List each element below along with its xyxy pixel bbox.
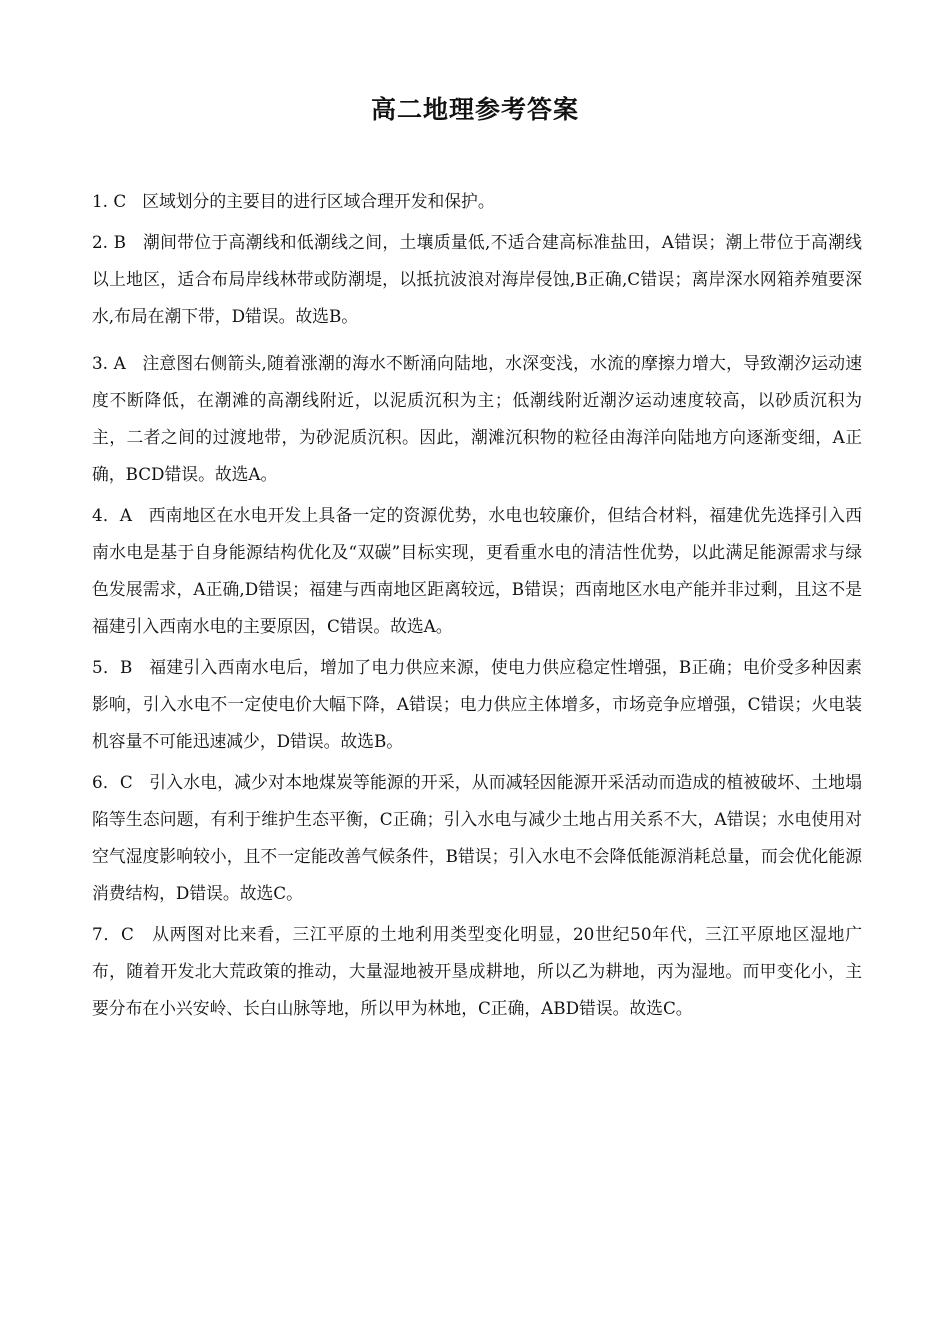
answer-item-5 — [92, 649, 862, 760]
answer-text: 福建引入西南水电后，增加了电力供应来源，使电力供应稳定性增强，B正确；电价受多种因素影响，引入水电不一定使电价大幅下降，A错误；电力供应主体增多，市场竞争应增强，C错误；火电装机容量不可能迅速减少，D错误。故选B。 — [92, 657, 862, 751]
answer-text: 注意图右侧箭头,随着涨潮的海水不断涌向陆地，水深变浅，水流的摩擦力增大，导致潮汐运动速度不断降低，在潮滩的高潮线附近，以泥质沉积为主；低潮线附近潮汐运动速度较高，以砂质沉积为主，二者之间的过渡地带，为砂泥质沉积。因此，潮滩沉积物的粒径由海洋向陆地方向逐渐变细，A正确，BCD错误。故选A。 — [92, 353, 862, 484]
answer-number: 2. B — [92, 232, 126, 252]
answer-number: 1. C — [92, 191, 127, 211]
answer-item-1 — [92, 183, 862, 220]
answer-item-4 — [92, 497, 862, 645]
answer-text: 从两图对比来看，三江平原的土地利用类型变化明显，20世纪50年代，三江平原地区湿地广布，随着开发北大荒政策的推动，大量湿地被开垦成耕地，所以乙为耕地，丙为湿地。而甲变化小，主要分布在小兴安岭、长白山脉等地，所以甲为林地，C正确，ABD错误。故选C。 — [92, 924, 862, 1018]
answer-item-3 — [92, 345, 862, 493]
answer-number: 3. A — [92, 353, 126, 373]
answer-item-2 — [92, 224, 862, 335]
answer-text: 潮间带位于高潮线和低潮线之间，土壤质量低,不适合建高标准盐田，A错误；潮上带位于高潮线以上地区，适合布局岸线林带或防潮堤，以抵抗波浪对海岸侵蚀,B正确,C错误；离岸深水网箱养殖要深水,布局在潮下带，D错误。故选B。 — [92, 232, 862, 326]
answer-text: 引入水电，减少对本地煤炭等能源的开采，从而减轻因能源开采活动而造成的植被破坏、土地塌陷等生态问题，有利于维护生态平衡，C正确；引入水电与减少土地占用关系不大，A错误；水电使用对空气湿度影响较小，且不一定能改善气候条件，B错误；引入水电不会降低能源消耗总量，而会优化能源消费结构，D错误。故选C。 — [92, 772, 862, 903]
answer-number: 6．C — [92, 772, 133, 792]
answer-number: 7．C — [92, 924, 134, 944]
answer-item-7 — [92, 916, 862, 1027]
answer-number: 4．A — [92, 505, 132, 525]
answer-item-6 — [92, 764, 862, 912]
answer-text: 区域划分的主要目的进行区域合理开发和保护。 — [142, 191, 495, 211]
answer-list — [92, 183, 862, 1031]
answer-text: 西南地区在水电开发上具备一定的资源优势，水电也较廉价，但结合材料，福建优先选择引入西南水电是基于自身能源结构优化及“双碳”目标实现，更看重水电的清洁性优势，以此满足能源需求与绿色发展需求，A正确,D错误；福建与西南地区距离较远，B错误；西南地区水电产能并非过剩，且这不是福建引入西南水电的主要原因，C错误。故选A。 — [92, 505, 862, 636]
answer-number: 5．B — [92, 657, 133, 677]
page-title: 高二地理参考答案 — [370, 95, 579, 124]
